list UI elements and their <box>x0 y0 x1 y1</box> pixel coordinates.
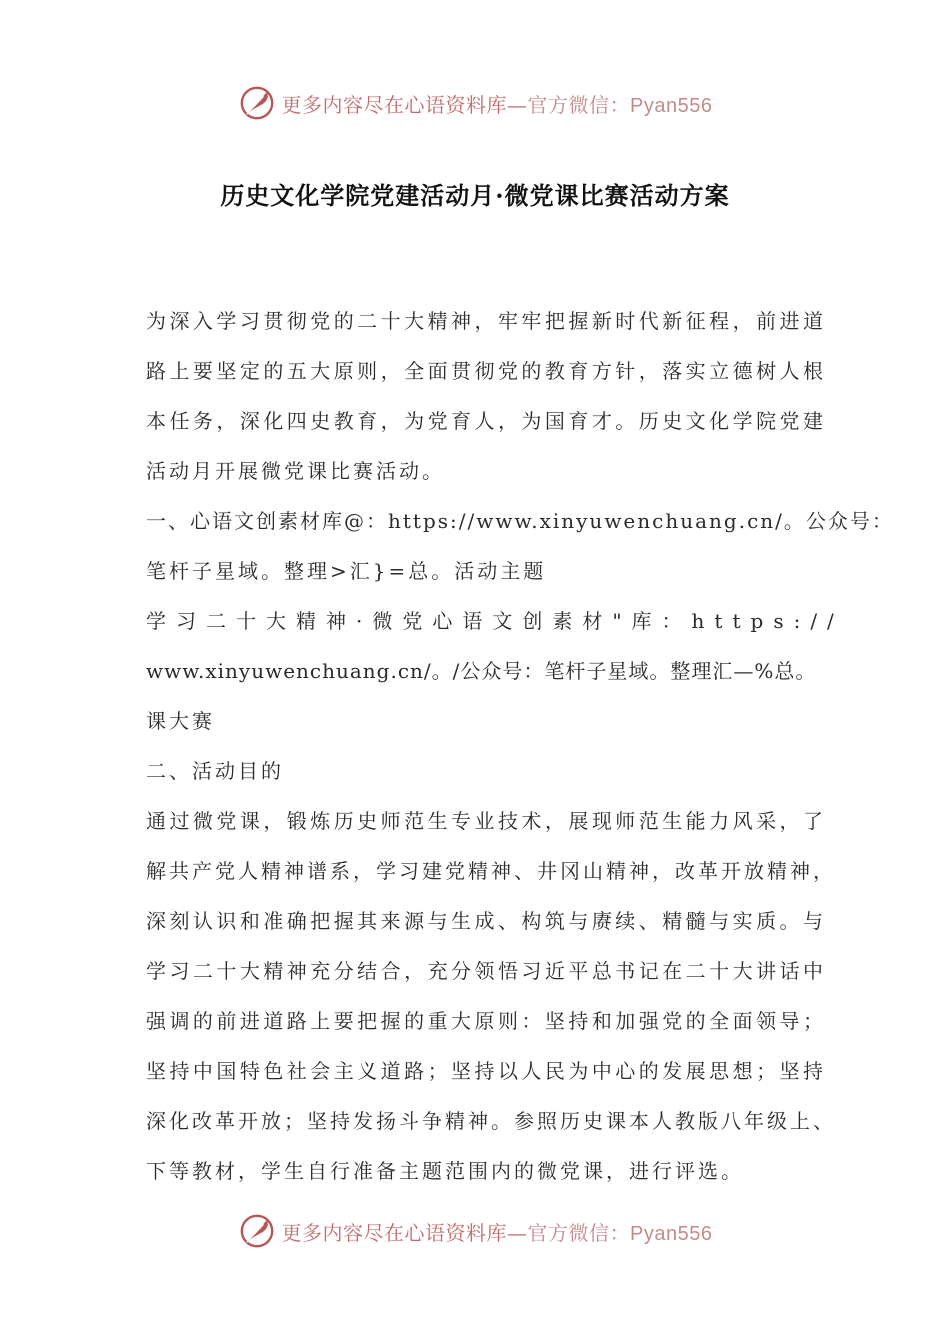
header-banner-text: 更多内容尽在心语资料库— <box>281 92 528 117</box>
document-body <box>146 296 894 1196</box>
header-banner-contact: 官方微信：Pyan556 <box>527 94 713 117</box>
paragraph-line: 强调的前进道路上要把握的重大原则：坚持和加强党的全面领导； <box>146 1009 826 1033</box>
footer-banner-contact: 官方微信：Pyan556 <box>527 1222 713 1245</box>
paragraph-line: 学习二十大精神·微党心语文创素材"库：https:// <box>146 609 844 633</box>
paragraph-line: 深刻认识和准确把握其来源与生成、构筑与赓续、精髓与实质。与 <box>146 909 826 933</box>
document-title: 历史文化学院党建活动月·微党课比赛活动方案 <box>220 181 730 210</box>
paragraph-line: 路上要坚定的五大原则，全面贯彻党的教育方针，落实立德树人根 <box>146 359 826 383</box>
paragraph-line: 活动月开展微党课比赛活动。 <box>146 459 445 483</box>
paragraph-line: 深化改革开放；坚持发扬斗争精神。参照历史课本人教版八年级上、 <box>146 1109 836 1133</box>
paragraph-line: 下等教材，学生自行准备主题范围内的微党课，进行评选。 <box>146 1159 744 1183</box>
paragraph-line: 为深入学习贯彻党的二十大精神，牢牢把握新时代新征程，前进道 <box>146 309 826 333</box>
section-heading: 二、活动目的 <box>146 759 284 783</box>
paragraph-line: 学习二十大精神充分结合，充分领悟习近平总书记在二十大讲话中 <box>146 959 826 983</box>
paragraph-line: www.xinyuwenchuang.cn/。/公众号：笔杆子星域。整理汇—%总。 <box>146 659 817 683</box>
paragraph-line <box>146 496 894 546</box>
paragraph-line: 本任务，深化四史教育，为党育人，为国育才。历史文化学院党建 <box>146 409 826 433</box>
paragraph-line: 通过微党课，锻炼历史师范生专业技术，展现师范生能力风采，了 <box>146 809 826 833</box>
paragraph-line: 解共产党人精神谱系，学习建党精神、井冈山精神，改革开放精神， <box>146 859 836 883</box>
paragraph-line: 笔杆子星域。整理>汇}=总。活动主题 <box>146 559 547 583</box>
section-line: 课大赛 <box>146 709 215 733</box>
paragraph-line: 坚持中国特色社会主义道路；坚持以人民为中心的发展思想；坚持 <box>146 1059 826 1083</box>
footer-banner <box>0 1208 950 1254</box>
quill-logo-icon <box>238 84 276 122</box>
paragraph-line-text: 一、心语文创素材库@：https://www.xinyuwenchuang.cn/。公众号： <box>146 509 894 533</box>
header-banner <box>0 80 950 126</box>
footer-banner-text: 更多内容尽在心语资料库— <box>281 1220 528 1245</box>
quill-logo-icon <box>238 1212 276 1250</box>
